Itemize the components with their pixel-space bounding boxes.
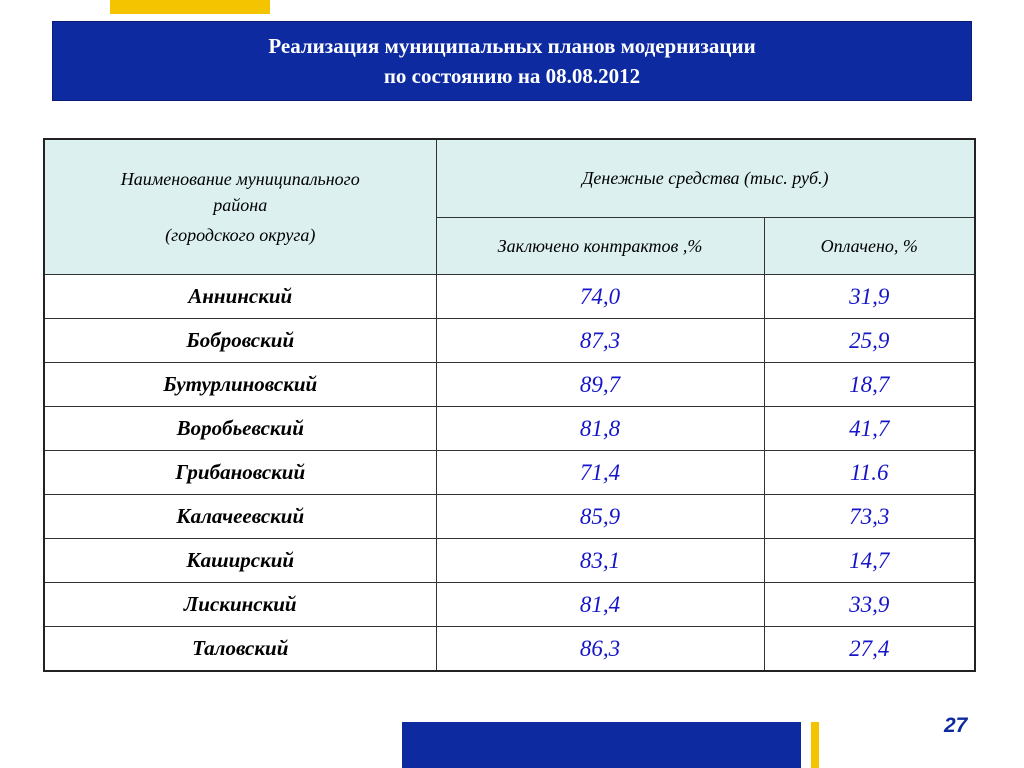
header-contracts: Заключено контрактов ,%: [436, 218, 764, 275]
table-row: [44, 407, 975, 451]
header-name-line-1: Наименование муниципального: [120, 169, 360, 189]
header-money: Денежные средства (тыс. руб.): [436, 139, 975, 218]
paid-value: 25,9: [764, 319, 975, 363]
district-name: Лискинский: [44, 583, 436, 627]
district-name: Аннинский: [44, 275, 436, 319]
table-row: [44, 495, 975, 539]
paid-value: 33,9: [764, 583, 975, 627]
paid-value: 18,7: [764, 363, 975, 407]
title-line-1: Реализация муниципальных планов модернизации: [268, 34, 756, 58]
district-name: Грибановский: [44, 451, 436, 495]
page-number: 27: [944, 714, 968, 737]
table-row: [44, 583, 975, 627]
district-name: Таловский: [44, 627, 436, 672]
table-row: [44, 275, 975, 319]
title-line-2: по состоянию на 08.08.2012: [383, 64, 641, 88]
contracts-value: 83,1: [436, 539, 764, 583]
contracts-value: 74,0: [436, 275, 764, 319]
district-name: Каширский: [44, 539, 436, 583]
contracts-value: 87,3: [436, 319, 764, 363]
table-row: [44, 451, 975, 495]
paid-value: 27,4: [764, 627, 975, 672]
header-paid: Оплачено, %: [764, 218, 975, 275]
district-name: Бобровский: [44, 319, 436, 363]
district-name: Воробьевский: [44, 407, 436, 451]
paid-value: 41,7: [764, 407, 975, 451]
district-name: Бутурлиновский: [44, 363, 436, 407]
contracts-value: 81,4: [436, 583, 764, 627]
contracts-value: 85,9: [436, 495, 764, 539]
contracts-value: 86,3: [436, 627, 764, 672]
table-row: [44, 627, 975, 672]
paid-value: 11.6: [764, 451, 975, 495]
paid-value: 31,9: [764, 275, 975, 319]
table-row: [44, 319, 975, 363]
modernization-table: [43, 138, 976, 672]
paid-value: 14,7: [764, 539, 975, 583]
contracts-value: 71,4: [436, 451, 764, 495]
top-accent-bar: [110, 0, 270, 14]
bottom-banner-bar: [402, 722, 801, 768]
paid-value: 73,3: [764, 495, 975, 539]
bottom-accent-bar: [811, 722, 819, 768]
table-row: [44, 363, 975, 407]
contracts-value: 89,7: [436, 363, 764, 407]
table-row: [44, 539, 975, 583]
district-name: Калачеевский: [44, 495, 436, 539]
contracts-value: 81,8: [436, 407, 764, 451]
header-name-line-2: района: [213, 195, 268, 215]
title-banner: [52, 21, 972, 101]
header-district-name: [44, 139, 436, 275]
header-name-line-3: (городского округа): [165, 225, 316, 245]
